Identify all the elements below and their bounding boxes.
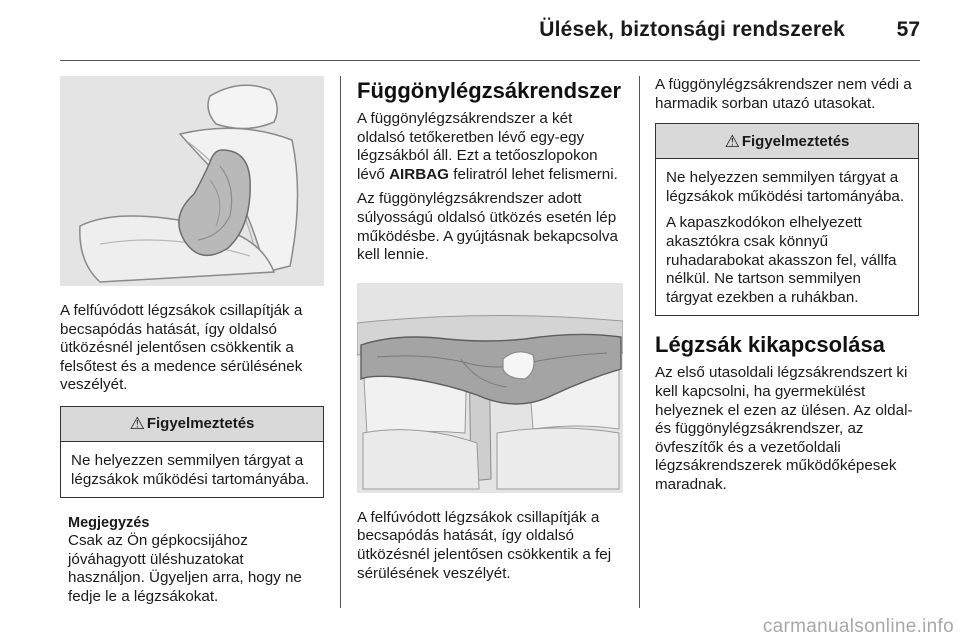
column-left [60, 76, 324, 607]
column-divider-1 [340, 76, 341, 608]
warning-title: Figyelmeztetés [741, 132, 850, 150]
figure-caption-side-airbag: A felfúvódott légzsákok csillapítják a becsapódás hatását, így oldalsó ütközésnél jelentősen csökkentik a felsőtest és a medence sérülésének veszélyét. [60, 302, 303, 394]
note-title: Megjegyzés [68, 515, 150, 532]
paragraph-curtain-airbag-description [357, 110, 623, 184]
watermark: carmanualsonline.info [762, 616, 954, 637]
page-number: 57 [896, 18, 920, 41]
warning-body [61, 442, 323, 497]
column-right [655, 76, 923, 495]
note-text: Csak az Ön gépkocsijához jóváhagyott üléshuzatokat használjon. Ügyeljen arra, hogy ne fedje le a légzsákokat. [68, 532, 302, 605]
warning-title: Figyelmeztetés [146, 415, 255, 433]
side-airbag-seat-illustration [60, 76, 324, 286]
paragraph-third-row-note: A függönylégzsákrendszer nem védi a harmadik sorban utazó utasokat. [655, 76, 912, 112]
paragraph-curtain-airbag-activation: Az függönylégzsákrendszer adott súlyosságú oldalsó ütközés esetén lép működésbe. A gyújtásnak bekapcsolva kell lennie. [357, 190, 618, 264]
figure-caption-curtain-airbag: A felfúvódott légzsákok csillapítják a becsapódás hatását, így oldalsó ütközésnél jelentősen csökkentik a fej sérülésének veszélyét. [357, 508, 612, 582]
warning-body [656, 159, 918, 315]
warning-triangle-icon: ⚠ [129, 414, 145, 434]
warning-box-left [60, 406, 324, 498]
airbag-label-text: AIRBAG [389, 165, 449, 183]
warning-text-2: A kapaszkodókon elhelyezett akasztókra csak könnyű ruhadarabokat akasszon fel, vállfa nélkül. Ne tartson semmilyen tárgyat ezekben a ruhákban. [666, 214, 897, 306]
curtain-airbag-illustration [357, 283, 623, 493]
column-middle [357, 76, 623, 583]
paragraph-text: A függönylégzsákrendszer a két oldalsó tetőkeretben lévő egy-egy légzsákból áll. Ezt a tetőoszlopokon lévő [357, 110, 598, 183]
warning-triangle-icon: ⚠ [724, 131, 740, 151]
page-header-title: Ülések, biztonsági rendszerek [539, 18, 845, 41]
note-block [68, 514, 324, 606]
warning-header [61, 407, 323, 442]
paragraph-airbag-deactivation: Az első utasoldali légzsákrendszert ki kell kapcsolni, ha gyermekülést helyeznek el ezen az ülésen. Az oldal- és függönylégzsákrendszer, az övfeszítők és a vezetőoldali légzsákrendszerek működőképesek maradnak. [655, 364, 913, 493]
section-heading-curtain-airbag: Függönylégzsákrendszer [357, 78, 622, 103]
warning-text: Ne helyezzen semmilyen tárgyat a légzsákok működési tartományába. [71, 451, 310, 488]
section-heading-airbag-deactivation: Légzsák kikapcsolása [655, 332, 885, 358]
warning-text-1: Ne helyezzen semmilyen tárgyat a légzsákok működési tartományába. [666, 169, 905, 205]
column-divider-2 [639, 76, 640, 608]
header-divider [60, 60, 920, 61]
paragraph-text: feliratról lehet felismerni. [449, 165, 618, 183]
warning-header [656, 124, 918, 159]
warning-box-right [655, 123, 919, 316]
